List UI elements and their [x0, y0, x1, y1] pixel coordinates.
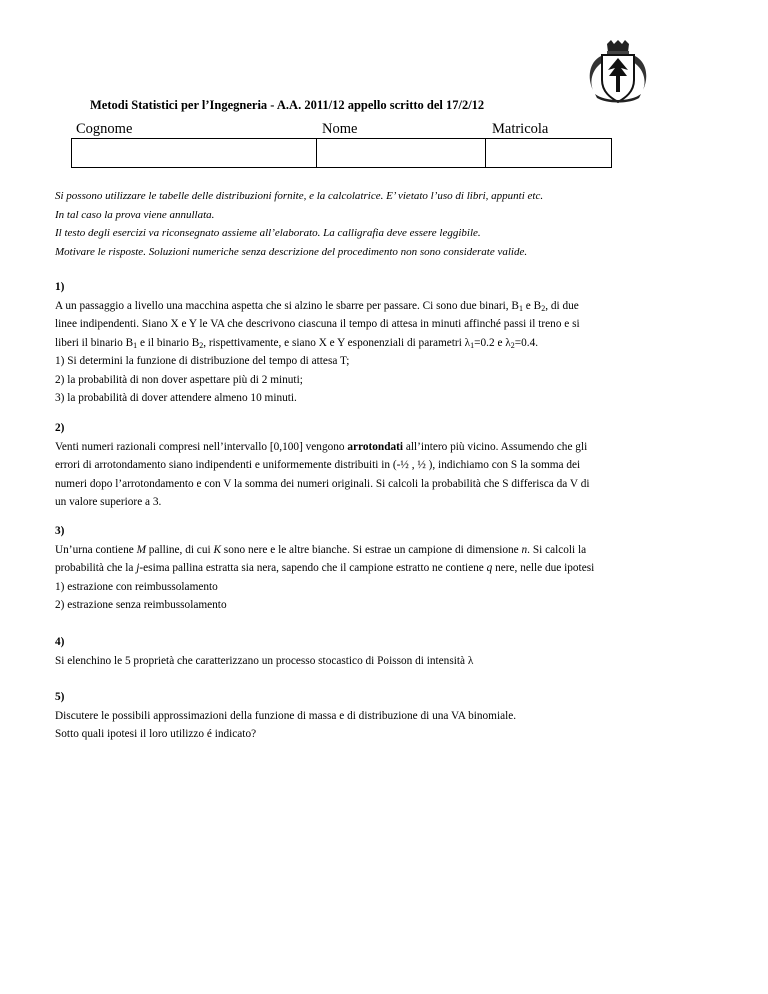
exercise-text: Un’urna contiene M palline, di cui K sono nere e le altre bianche. Si estrae un campione di dimensione n. Si calcoli la: [55, 543, 587, 556]
exam-title: Metodi Statistici per l’Ingegneria - A.A. 2011/12 appello scritto del 17/2/12: [90, 98, 485, 112]
exercise-number: 2): [55, 422, 65, 434]
student-info-table: [71, 138, 612, 168]
exercise-text: numeri dopo l’arrotondamento e con V la somma dei numeri originali. Si calcoli la probabilità che S differisca da V di: [55, 477, 590, 490]
instruction-line: Si possono utilizzare le tabelle delle distribuzioni fornite, e la calcolatrice. E’ vietato l’uso di libri, appunti etc.: [55, 190, 544, 202]
exercise-number: 5): [55, 691, 65, 703]
exercise-number: 3): [55, 525, 65, 537]
name-label: Nome: [322, 121, 358, 137]
instruction-line: Il testo degli esercizi va riconsegnato assieme all’elaborato. La calligrafia deve essere leggibile.: [55, 227, 481, 239]
question-item: 2) estrazione senza reimbussolamento: [55, 599, 227, 611]
surname-field[interactable]: [72, 139, 317, 167]
university-emblem: [583, 40, 653, 106]
exercise-number: 4): [55, 636, 65, 648]
exercise-text: Sotto quali ipotesi il loro utilizzo é indicato?: [55, 728, 257, 740]
name-field[interactable]: [317, 139, 486, 167]
exercise-4: [55, 633, 680, 670]
exercise-text: un valore superiore a 3.: [55, 496, 162, 508]
question-item: 1) Si determini la funzione di distribuzione del tempo di attesa T;: [55, 355, 350, 367]
exercise-text: liberi il binario $B_1$ e il binario $B_2$, rispettivamente, e siano X e Y esponenziali di parametri $\lambda_1=0.2$ e $\lambda_2=0.4$.: [55, 336, 539, 350]
question-item: 2) la probabilità di non dover aspettare più di 2 minuti;: [55, 373, 303, 386]
instruction-line: Motivare le risposte. Soluzioni numeriche senza descrizione del procedimento non sono considerate valide.: [55, 245, 528, 258]
exercise-text: Si elenchino le 5 proprietà che caratterizzano un processo stocastico di Poisson di intensità λ: [55, 654, 474, 667]
exercise-5: [55, 688, 680, 744]
exercise-number: 1): [55, 281, 65, 293]
exercise-text: linee indipendenti. Siano X e Y le VA che descrivono ciascuna il tempo di attesa in minuti affinché passi il treno e si: [55, 318, 580, 330]
exercise-text: Discutere le possibili approssimazioni della funzione di massa e di distribuzione di una VA binomiale.: [55, 709, 517, 722]
exercise-text: A un passaggio a livello una macchina aspetta che si alzino le sbarre per passare. Ci sono due binari, $B_1$ e $B_2$, di due: [55, 299, 579, 313]
exercise-text: probabilità che la j-esima pallina estratta sia nera, sapendo che il campione estratto ne contiene q nere, nelle due ipotesi: [55, 562, 595, 574]
student-id-label: Matricola: [492, 121, 549, 137]
exercise-3: [55, 522, 680, 615]
exercise-1: [55, 278, 680, 408]
exercise-text: errori di arrotondamento siano indipendenti e uniformemente distribuiti in (-½ , ½ ), indichiamo con S la somma dei: [55, 459, 581, 471]
question-item: 1) estrazione con reimbussolamento: [55, 580, 218, 593]
surname-label: Cognome: [76, 121, 133, 137]
instructions: [55, 187, 543, 261]
question-item: 3) la probabilità di dover attendere almeno 10 minuti.: [55, 392, 297, 404]
exercise-2: [55, 419, 680, 512]
student-id-field[interactable]: [486, 139, 611, 167]
exercise-text: Venti numeri razionali compresi nell’intervallo [0,100] vengono arrotondati all’intero più vicino. Assumendo che gli: [55, 440, 588, 453]
instruction-line: In tal caso la prova viene annullata.: [55, 208, 215, 221]
